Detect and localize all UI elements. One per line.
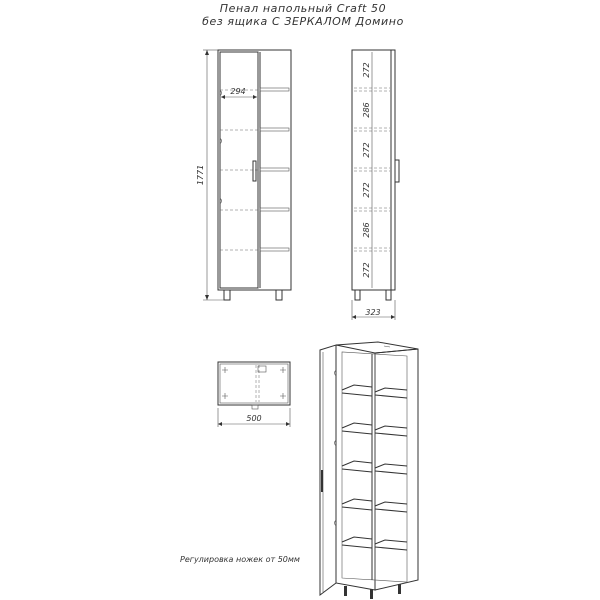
front-body-outline: [218, 50, 291, 290]
iso-top-face: [336, 342, 418, 353]
front-shelf: [260, 128, 289, 131]
front-leg-left: [224, 290, 230, 300]
leg-mount-icon: [222, 393, 228, 399]
iso-shelf: [342, 423, 372, 434]
leg-mount-icon: [280, 393, 286, 399]
width-dim: 500: [246, 414, 262, 423]
shelf-spacing-5: 286: [362, 222, 371, 238]
front-view: [196, 50, 291, 300]
door-handle: [253, 161, 256, 181]
shelf-spacing-2: 286: [362, 102, 371, 118]
shelf-spacing-4: 272: [362, 182, 371, 198]
side-handle: [395, 160, 399, 182]
iso-right-side: [375, 349, 418, 590]
iso-shelves-left: [342, 385, 372, 548]
iso-shelf: [375, 540, 407, 550]
iso-leg: [370, 589, 373, 599]
side-view: [352, 50, 399, 320]
front-leg-right: [276, 290, 282, 300]
shelf-spacing-6: 272: [362, 262, 371, 278]
top-handle-mark: [252, 405, 258, 409]
iso-shelf: [342, 385, 372, 396]
height-dim: 1771: [196, 164, 205, 186]
legs-adjust-note: Регулировка ножек от 50мм: [180, 555, 300, 564]
top-body-outline: [218, 362, 290, 405]
iso-leg: [344, 586, 347, 596]
title-line-1: Пенал напольный Craft 50: [219, 2, 387, 15]
iso-door-handle: [321, 470, 323, 492]
iso-shelf: [342, 461, 372, 472]
front-shelves: [260, 88, 289, 251]
side-body-outline: [352, 50, 395, 290]
iso-shelf: [375, 502, 407, 512]
isometric-view: [320, 342, 418, 599]
front-shelf: [260, 168, 289, 171]
leg-mount-icon: [280, 367, 286, 373]
shelf-width-dim: 294: [230, 87, 246, 96]
iso-shelves-right: [375, 388, 407, 550]
top-leg-markers: [222, 366, 286, 399]
top-view: [218, 362, 290, 427]
side-leg-right: [386, 290, 391, 300]
depth-dim: 323: [365, 308, 381, 317]
side-leg-left: [355, 290, 360, 300]
iso-shelf: [375, 464, 407, 474]
front-shelf: [260, 248, 289, 251]
iso-shelf: [375, 426, 407, 436]
iso-shelf: [342, 537, 372, 548]
front-hidden-shelves: [220, 90, 258, 250]
front-shelf: [260, 208, 289, 211]
iso-top-detail: [384, 346, 390, 347]
iso-leg: [398, 584, 401, 594]
leg-mount-icon: [222, 367, 228, 373]
iso-shelf: [342, 499, 372, 510]
shelf-spacing-1: 272: [362, 62, 371, 78]
top-inner-outline: [220, 364, 288, 403]
front-shelf: [260, 88, 289, 91]
shelf-spacing-3: 272: [362, 142, 371, 158]
title-line-2: без ящика С ЗЕРКАЛОМ Домино: [202, 15, 404, 28]
iso-shelf: [375, 388, 407, 398]
